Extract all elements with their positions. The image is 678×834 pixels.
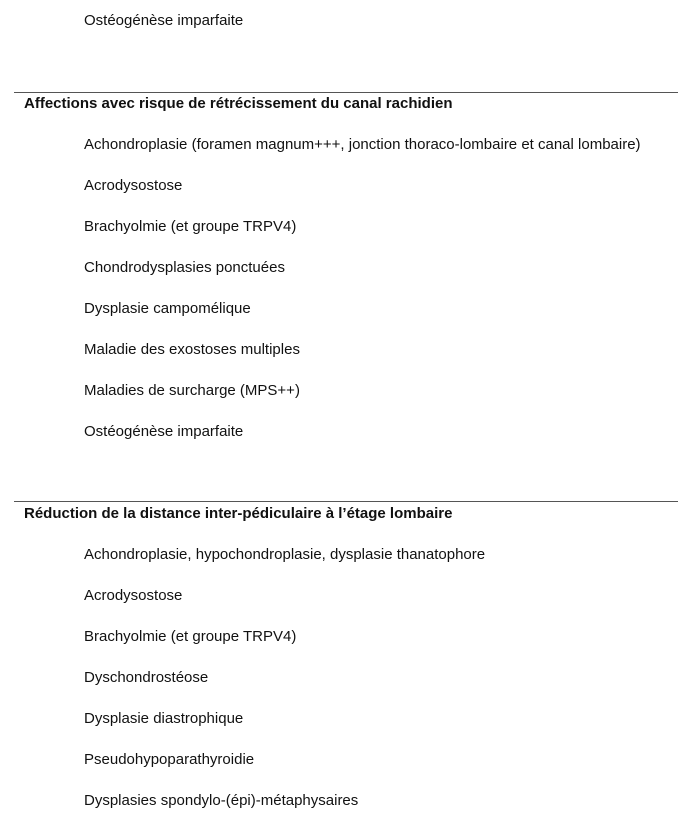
section-divider <box>14 92 678 93</box>
section-divider <box>14 501 678 502</box>
section-title: Réduction de la distance inter-pédiculaire à l’étage lombaire <box>24 505 453 522</box>
list-item: Pseudohypoparathyroidie <box>84 751 255 768</box>
list-item: Dysplasies spondylo-(épi)-métaphysaires <box>84 792 359 809</box>
list-item: Dysplasie campomélique <box>84 300 251 317</box>
list-item: Brachyolmie (et groupe TRPV4) <box>84 218 297 235</box>
list-item: Achondroplasie, hypochondroplasie, dysplasie thanatophore <box>84 546 486 563</box>
list-item: Brachyolmie (et groupe TRPV4) <box>84 628 297 645</box>
list-item: Achondroplasie (foramen magnum+++, jonction thoraco-lombaire et canal lombaire) <box>84 136 641 153</box>
list-item: Acrodysostose <box>84 587 183 604</box>
section-title: Affections avec risque de rétrécissement du canal rachidien <box>24 95 453 112</box>
list-item: Ostéogénèse imparfaite <box>84 423 244 440</box>
list-item: Chondrodysplasies ponctuées <box>84 259 285 276</box>
list-item: Maladie des exostoses multiples <box>84 341 300 358</box>
list-item: Maladies de surcharge (MPS++) <box>84 382 300 399</box>
list-item: Ostéogénèse imparfaite <box>84 12 244 29</box>
list-item: Dyschondrostéose <box>84 669 209 686</box>
list-item: Dysplasie diastrophique <box>84 710 244 727</box>
list-item: Acrodysostose <box>84 177 183 194</box>
